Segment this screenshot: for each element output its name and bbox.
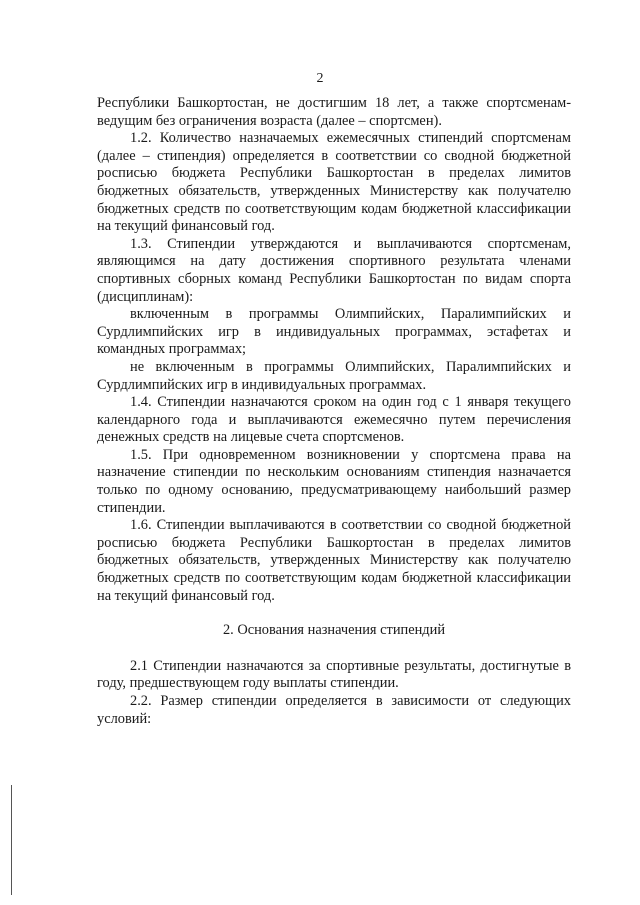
paragraph-1-6: 1.6. Стипендии выплачиваются в соответствии со сводной бюджетной росписью бюджета Республики Башкортостан в пределах лимитов бюджетных обязательств, утвержденных Министерству как получателю бюджетных средств по соответствующим кодам бюджетной классификации на текущий финансовый год. [97, 517, 571, 604]
list-item-not-included: не включенным в программы Олимпийских, Паралимпийских и Сурдлимпийских игр в индивидуальных программах. [97, 358, 571, 393]
paragraph-1-3: 1.3. Стипендии утверждаются и выплачиваются спортсменам, являющимся на дату достижения спортивного результата членами спортивных сборных команд Республики Башкортостан по видам спорта (дисциплинам): [97, 235, 571, 305]
paragraph-1-4: 1.4. Стипендии назначаются сроком на один год с 1 января текущего календарного года и выплачиваются ежемесячно путем перечисления денежных средств на лицевые счета спортсменов. [97, 394, 571, 446]
paragraph-1-2: 1.2. Количество назначаемых ежемесячных стипендий спортсменам (далее – стипендия) определяется в соответствии со сводной бюджетной росписью бюджета Республики Башкортостан в пределах лимитов бюджетных обязательств, утвержденных Министерству как получателю бюджетных средств по соответствующим кодам бюджетной классификации на текущий финансовый год. [97, 130, 571, 235]
scan-margin-line [11, 785, 12, 895]
list-item-included: включенным в программы Олимпийских, Паралимпийских и Сурдлимпийских игр в индивидуальных программах, эстафетах и командных программах; [97, 306, 571, 358]
page-number: 2 [316, 71, 324, 86]
paragraph-1-5: 1.5. При одновременном возникновении у спортсмена права на назначение стипендии по нескольким основаниям стипендия назначается только по одному основанию, предусматривающему наибольший размер стипендии. [97, 446, 571, 516]
paragraph-continuation: Республики Башкортостан, не достигшим 18 лет, а также спортсменам-ведущим без ограничения возраста (далее – спортсмен). [97, 95, 571, 129]
paragraph-2-2: 2.2. Размер стипендии определяется в зависимости от следующих условий: [97, 693, 571, 727]
section-heading-2: 2. Основания назначения стипендий [222, 622, 446, 639]
paragraph-2-1: 2.1 Стипендии назначаются за спортивные результаты, достигнутые в году, предшествующем году выплаты стипендии. [97, 657, 571, 692]
document-body [97, 95, 571, 728]
